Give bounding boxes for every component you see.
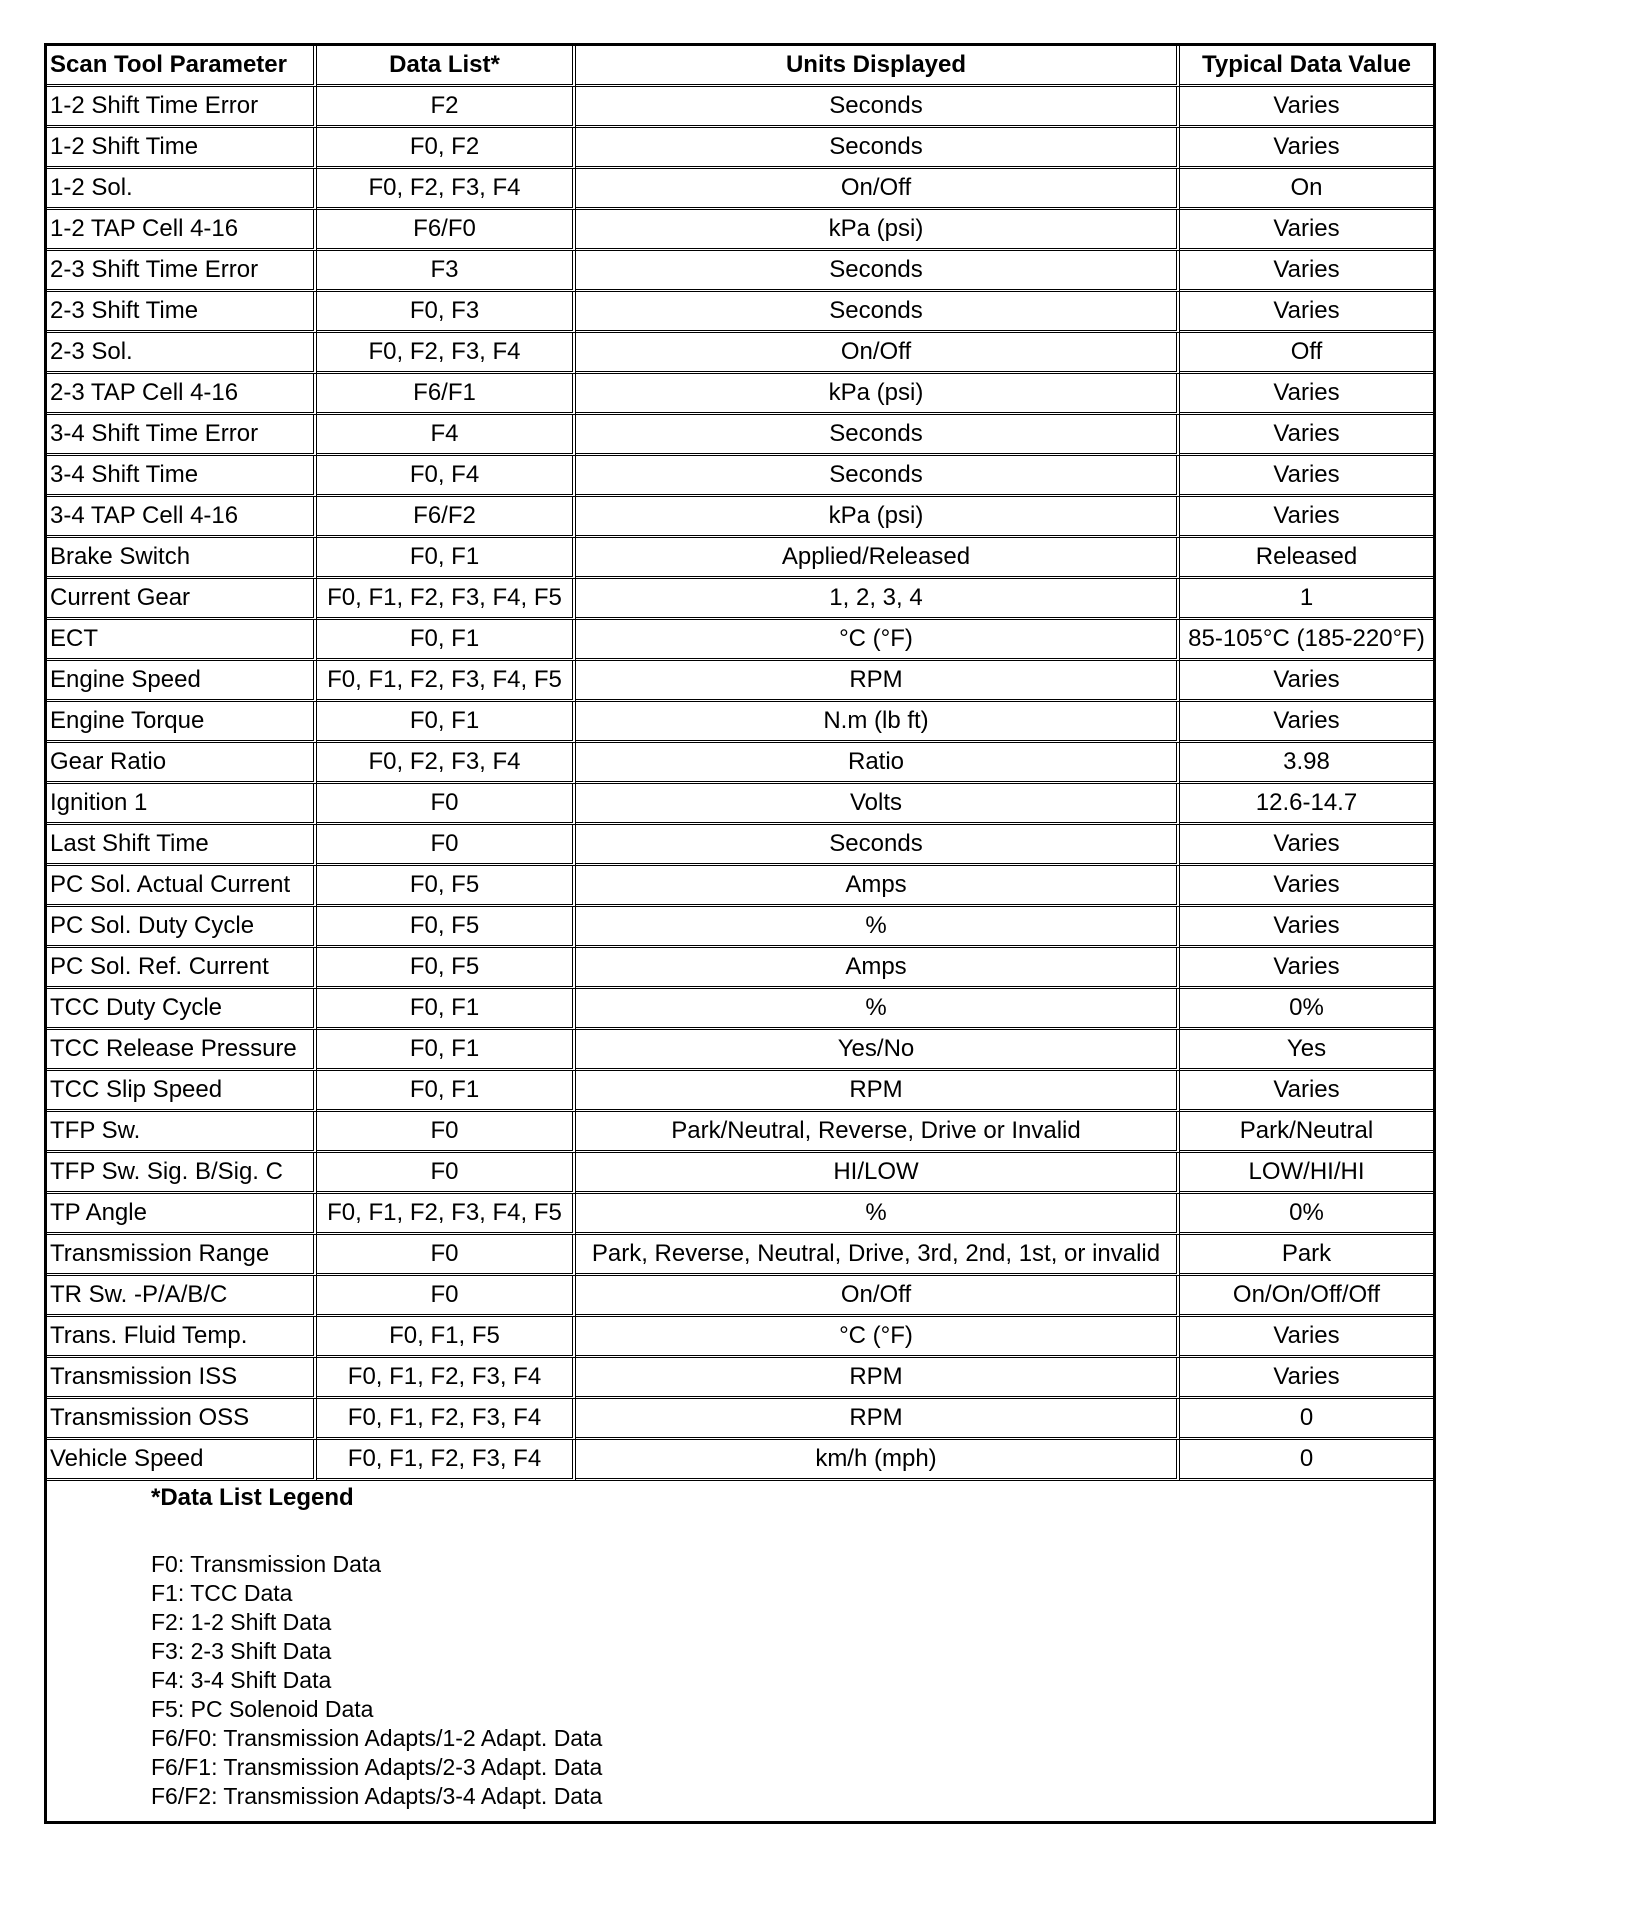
data-list-cell: F0, F1, F2, F3, F4 (317, 1358, 576, 1399)
table-row (47, 661, 1433, 702)
table-header-row (47, 46, 1433, 87)
typical-value-cell: Varies (1180, 661, 1433, 702)
data-list-cell: F0, F2, F3, F4 (317, 743, 576, 784)
table-row (47, 374, 1433, 415)
table-body (47, 87, 1433, 1481)
typical-value-cell: Released (1180, 538, 1433, 579)
table-row (47, 415, 1433, 456)
table-row (47, 579, 1433, 620)
table-row (47, 620, 1433, 661)
typical-value-cell: 0 (1180, 1399, 1433, 1440)
typical-value-cell: Varies (1180, 374, 1433, 415)
typical-value-cell: Varies (1180, 866, 1433, 907)
data-list-cell: F0, F4 (317, 456, 576, 497)
parameter-cell: PC Sol. Actual Current (47, 866, 317, 907)
data-list-cell: F0, F5 (317, 907, 576, 948)
data-list-cell: F0, F3 (317, 292, 576, 333)
data-list-cell: F6/F2 (317, 497, 576, 538)
table-row (47, 210, 1433, 251)
legend-item: F1: TCC Data (151, 1580, 293, 1606)
legend-title: *Data List Legend (151, 1484, 354, 1511)
units-cell: Seconds (576, 128, 1180, 169)
table-row (47, 128, 1433, 169)
data-list-cell: F0, F1, F2, F3, F4, F5 (317, 661, 576, 702)
typical-value-cell: LOW/HI/HI (1180, 1153, 1433, 1194)
table-row (47, 784, 1433, 825)
data-list-cell: F0 (317, 1235, 576, 1276)
typical-value-cell: Varies (1180, 1358, 1433, 1399)
legend-item: F6/F0: Transmission Adapts/1-2 Adapt. Data (151, 1725, 603, 1751)
data-list-cell: F0 (317, 1153, 576, 1194)
data-list-cell: F0, F2, F3, F4 (317, 169, 576, 210)
table-row (47, 87, 1433, 128)
parameter-cell: TFP Sw. Sig. B/Sig. C (47, 1153, 317, 1194)
data-list-cell: F0, F5 (317, 866, 576, 907)
parameter-cell: 3-4 Shift Time Error (47, 415, 317, 456)
units-cell: 1, 2, 3, 4 (576, 579, 1180, 620)
parameter-cell: Gear Ratio (47, 743, 317, 784)
units-cell: Park, Reverse, Neutral, Drive, 3rd, 2nd, 1st, or invalid (576, 1235, 1180, 1276)
table-row (47, 989, 1433, 1030)
table-row (47, 1112, 1433, 1153)
units-cell: Seconds (576, 251, 1180, 292)
units-cell: % (576, 1194, 1180, 1235)
parameter-cell: Transmission ISS (47, 1358, 317, 1399)
units-cell: Seconds (576, 87, 1180, 128)
typical-value-cell: On (1180, 169, 1433, 210)
table-row (47, 743, 1433, 784)
data-list-cell: F0, F2, F3, F4 (317, 333, 576, 374)
typical-value-cell: On/On/Off/Off (1180, 1276, 1433, 1317)
legend-item: F6/F2: Transmission Adapts/3-4 Adapt. Data (151, 1783, 603, 1809)
data-list-cell: F0, F5 (317, 948, 576, 989)
typical-value-cell: 0% (1180, 989, 1433, 1030)
data-list-cell: F3 (317, 251, 576, 292)
typical-value-cell: Varies (1180, 415, 1433, 456)
data-list-cell: F4 (317, 415, 576, 456)
units-cell: On/Off (576, 333, 1180, 374)
parameter-cell: TCC Duty Cycle (47, 989, 317, 1030)
units-cell: Seconds (576, 292, 1180, 333)
table-row (47, 1276, 1433, 1317)
parameter-cell: 1-2 Shift Time (47, 128, 317, 169)
table-row (47, 1358, 1433, 1399)
typical-value-cell: Varies (1180, 702, 1433, 743)
units-cell: kPa (psi) (576, 374, 1180, 415)
units-cell: Yes/No (576, 1030, 1180, 1071)
units-cell: RPM (576, 1358, 1180, 1399)
typical-value-cell: 85-105°C (185-220°F) (1180, 620, 1433, 661)
data-list-legend (47, 1481, 1433, 1821)
data-list-cell: F0, F1 (317, 1071, 576, 1112)
parameter-cell: 3-4 Shift Time (47, 456, 317, 497)
units-cell: Seconds (576, 415, 1180, 456)
typical-value-cell: 0 (1180, 1440, 1433, 1481)
units-cell: RPM (576, 1071, 1180, 1112)
units-cell: % (576, 989, 1180, 1030)
parameter-cell: ECT (47, 620, 317, 661)
data-list-cell: F0, F2 (317, 128, 576, 169)
parameter-cell: TFP Sw. (47, 1112, 317, 1153)
data-list-cell: F0, F1, F2, F3, F4 (317, 1399, 576, 1440)
units-cell: Ratio (576, 743, 1180, 784)
table-row (47, 1030, 1433, 1071)
parameter-cell: 2-3 Shift Time Error (47, 251, 317, 292)
table-row (47, 251, 1433, 292)
parameter-cell: 1-2 Shift Time Error (47, 87, 317, 128)
typical-value-cell: Park (1180, 1235, 1433, 1276)
typical-value-cell: Varies (1180, 210, 1433, 251)
data-list-cell: F6/F0 (317, 210, 576, 251)
data-list-cell: F0, F1, F2, F3, F4, F5 (317, 1194, 576, 1235)
typical-value-cell: Varies (1180, 825, 1433, 866)
parameter-cell: Engine Speed (47, 661, 317, 702)
typical-value-cell: Varies (1180, 497, 1433, 538)
data-list-cell: F0, F1 (317, 1030, 576, 1071)
table-row (47, 333, 1433, 374)
parameter-cell: 2-3 Shift Time (47, 292, 317, 333)
data-list-cell: F0, F1 (317, 538, 576, 579)
table-row (47, 292, 1433, 333)
units-cell: Seconds (576, 456, 1180, 497)
typical-value-cell: Varies (1180, 1317, 1433, 1358)
typical-value-cell: Varies (1180, 907, 1433, 948)
legend-item: F3: 2-3 Shift Data (151, 1638, 332, 1664)
parameter-cell: 2-3 TAP Cell 4-16 (47, 374, 317, 415)
scan-tool-parameter-table (47, 46, 1433, 1481)
typical-value-cell: Off (1180, 333, 1433, 374)
header-typical-data-value: Typical Data Value (1180, 46, 1433, 87)
table-row (47, 1317, 1433, 1358)
table-row (47, 497, 1433, 538)
table-row (47, 1194, 1433, 1235)
data-list-cell: F0, F1, F2, F3, F4 (317, 1440, 576, 1481)
typical-value-cell: Varies (1180, 456, 1433, 497)
typical-value-cell: Park/Neutral (1180, 1112, 1433, 1153)
units-cell: Volts (576, 784, 1180, 825)
data-list-cell: F0 (317, 825, 576, 866)
table-row (47, 169, 1433, 210)
table-row (47, 948, 1433, 989)
header-units-displayed: Units Displayed (576, 46, 1180, 87)
parameter-cell: Vehicle Speed (47, 1440, 317, 1481)
units-cell: km/h (mph) (576, 1440, 1180, 1481)
table-row (47, 1440, 1433, 1481)
typical-value-cell: Varies (1180, 251, 1433, 292)
parameter-cell: PC Sol. Ref. Current (47, 948, 317, 989)
parameter-cell: 1-2 Sol. (47, 169, 317, 210)
parameter-cell: Last Shift Time (47, 825, 317, 866)
units-cell: RPM (576, 1399, 1180, 1440)
parameter-cell: 1-2 TAP Cell 4-16 (47, 210, 317, 251)
parameter-cell: Current Gear (47, 579, 317, 620)
units-cell: Amps (576, 948, 1180, 989)
header-scan-tool-parameter: Scan Tool Parameter (47, 46, 317, 87)
data-list-cell: F0, F1, F5 (317, 1317, 576, 1358)
table-row (47, 1235, 1433, 1276)
table-row (47, 538, 1433, 579)
units-cell: °C (°F) (576, 620, 1180, 661)
data-list-cell: F0 (317, 1276, 576, 1317)
data-list-cell: F0 (317, 784, 576, 825)
units-cell: HI/LOW (576, 1153, 1180, 1194)
table-row (47, 1153, 1433, 1194)
data-list-cell: F0, F1 (317, 989, 576, 1030)
table-row (47, 907, 1433, 948)
units-cell: On/Off (576, 1276, 1180, 1317)
data-list-cell: F2 (317, 87, 576, 128)
header-data-list: Data List* (317, 46, 576, 87)
units-cell: Park/Neutral, Reverse, Drive or Invalid (576, 1112, 1180, 1153)
typical-value-cell: Varies (1180, 128, 1433, 169)
typical-value-cell: Varies (1180, 292, 1433, 333)
legend-item: F5: PC Solenoid Data (151, 1696, 374, 1722)
table-row (47, 866, 1433, 907)
typical-value-cell: 12.6-14.7 (1180, 784, 1433, 825)
data-list-cell: F0, F1 (317, 702, 576, 743)
table-row (47, 825, 1433, 866)
legend-item: F6/F1: Transmission Adapts/2-3 Adapt. Data (151, 1754, 603, 1780)
units-cell: On/Off (576, 169, 1180, 210)
units-cell: N.m (lb ft) (576, 702, 1180, 743)
table-row (47, 456, 1433, 497)
legend-item: F4: 3-4 Shift Data (151, 1667, 332, 1693)
typical-value-cell: Varies (1180, 87, 1433, 128)
parameter-cell: Transmission Range (47, 1235, 317, 1276)
table-row (47, 702, 1433, 743)
scan-tool-data-document (44, 43, 1436, 1824)
units-cell: RPM (576, 661, 1180, 702)
units-cell: % (576, 907, 1180, 948)
units-cell: Applied/Released (576, 538, 1180, 579)
table-row (47, 1071, 1433, 1112)
typical-value-cell: 1 (1180, 579, 1433, 620)
typical-value-cell: Varies (1180, 1071, 1433, 1112)
units-cell: Amps (576, 866, 1180, 907)
parameter-cell: PC Sol. Duty Cycle (47, 907, 317, 948)
parameter-cell: Engine Torque (47, 702, 317, 743)
parameter-cell: TR Sw. -P/A/B/C (47, 1276, 317, 1317)
typical-value-cell: 0% (1180, 1194, 1433, 1235)
legend-items (151, 1550, 1433, 1811)
units-cell: Seconds (576, 825, 1180, 866)
units-cell: kPa (psi) (576, 210, 1180, 251)
typical-value-cell: Yes (1180, 1030, 1433, 1071)
typical-value-cell: 3.98 (1180, 743, 1433, 784)
parameter-cell: Trans. Fluid Temp. (47, 1317, 317, 1358)
parameter-cell: 2-3 Sol. (47, 333, 317, 374)
data-list-cell: F0, F1, F2, F3, F4, F5 (317, 579, 576, 620)
data-list-cell: F0, F1 (317, 620, 576, 661)
parameter-cell: TCC Slip Speed (47, 1071, 317, 1112)
legend-item: F2: 1-2 Shift Data (151, 1609, 332, 1635)
data-list-cell: F6/F1 (317, 374, 576, 415)
parameter-cell: Brake Switch (47, 538, 317, 579)
parameter-cell: TCC Release Pressure (47, 1030, 317, 1071)
table-row (47, 1399, 1433, 1440)
typical-value-cell: Varies (1180, 948, 1433, 989)
units-cell: kPa (psi) (576, 497, 1180, 538)
parameter-cell: TP Angle (47, 1194, 317, 1235)
parameter-cell: Ignition 1 (47, 784, 317, 825)
legend-item: F0: Transmission Data (151, 1551, 382, 1577)
units-cell: °C (°F) (576, 1317, 1180, 1358)
parameter-cell: Transmission OSS (47, 1399, 317, 1440)
parameter-cell: 3-4 TAP Cell 4-16 (47, 497, 317, 538)
data-list-cell: F0 (317, 1112, 576, 1153)
